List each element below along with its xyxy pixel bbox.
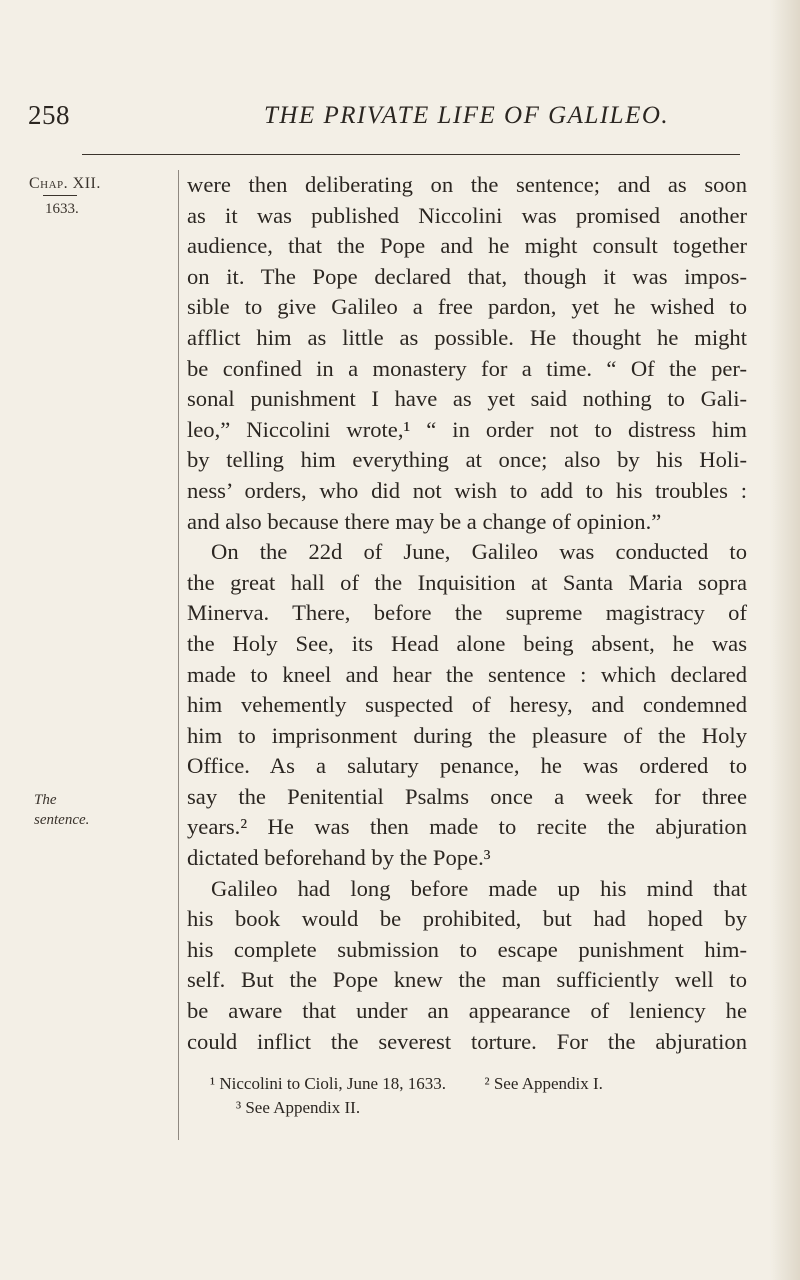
header-rule [82, 154, 740, 155]
body-line: his complete submission to escape punishment him- [187, 936, 747, 962]
body-line: the Holy See, its Head alone being absent, he was [187, 630, 747, 656]
body-line: were then deliberating on the sentence; and as soon [187, 172, 747, 197]
body-line: on it. The Pope declared that, though it was impos- [187, 263, 747, 289]
footnote-row [210, 1096, 750, 1120]
text-margin-rule [178, 170, 179, 1140]
body-line: his book would be prohibited, but had hoped by [187, 906, 747, 932]
body-line: audience, that the Pope and he might consult together [187, 233, 747, 259]
body-line: could inflict the severest torture. For the abjuration [187, 1028, 747, 1054]
body-line: sible to give Galileo a free pardon, yet he wished to [187, 294, 747, 320]
body-line: him vehemently suspected of heresy, and condemned [187, 692, 747, 718]
margin-topic [34, 790, 89, 830]
body-line: afflict him as little as possible. He thought he might [187, 324, 747, 350]
body-line: by telling him everything at once; also by his Holi- [187, 447, 747, 473]
body-line: Galileo had long before made up his mind that [211, 875, 747, 901]
body-line: be aware that under an appearance of leniency he [187, 998, 747, 1024]
margin-year: 1633. [45, 201, 79, 217]
body-line: self. But the Pope knew the man sufficiently well to [187, 967, 747, 993]
margin-chapter: Chap. XII. [29, 175, 101, 192]
page-header [28, 100, 740, 140]
footnote-3: ³ See Appendix II. [236, 1098, 361, 1117]
page-number: 258 [28, 100, 70, 130]
body-line: be confined in a monastery for a time. “ Of the per- [187, 355, 747, 381]
body-text [187, 170, 747, 1057]
margin-topic-line: The [34, 792, 57, 808]
body-line: Minerva. There, before the supreme magistracy of [187, 600, 747, 626]
body-line: say the Penitential Psalms once a week for three [187, 783, 747, 809]
body-line: as it was published Niccolini was promised another [187, 202, 747, 228]
running-title: THE PRIVATE LIFE OF GALILEO. [264, 102, 670, 129]
body-line: leo,” Niccolini wrote,¹ “ in order not to distress him [187, 416, 747, 442]
body-line: sonal punishment I have as yet said nothing to Gali- [187, 386, 747, 412]
body-line: Office. As a salutary penance, he was ordered to [187, 753, 747, 779]
footnote-2: ² See Appendix I. [484, 1074, 603, 1093]
body-line: him to imprisonment during the pleasure of the Holy [187, 722, 747, 748]
footnote-1: ¹ Niccolini to Cioli, June 18, 1633. [210, 1074, 446, 1093]
footnote-row [210, 1072, 750, 1096]
body-line: years.² He was then made to recite the abjuration [187, 814, 747, 840]
body-line: ness’ orders, who did not wish to add to his troubles : [187, 477, 747, 503]
margin-year-rule [43, 195, 77, 196]
body-line: made to kneel and hear the sentence : which declared [187, 661, 747, 687]
body-line: and also because there may be a change of opinion.” [187, 508, 662, 534]
body-line: dictated beforehand by the Pope.³ [187, 845, 491, 871]
body-line: On the 22d of June, Galileo was conducted to [211, 539, 747, 565]
body-line: the great hall of the Inquisition at Santa Maria sopra [187, 569, 747, 595]
margin-topic-line: sentence. [34, 812, 90, 828]
footnotes [210, 1072, 750, 1120]
page-edge-shadow [770, 0, 800, 1280]
